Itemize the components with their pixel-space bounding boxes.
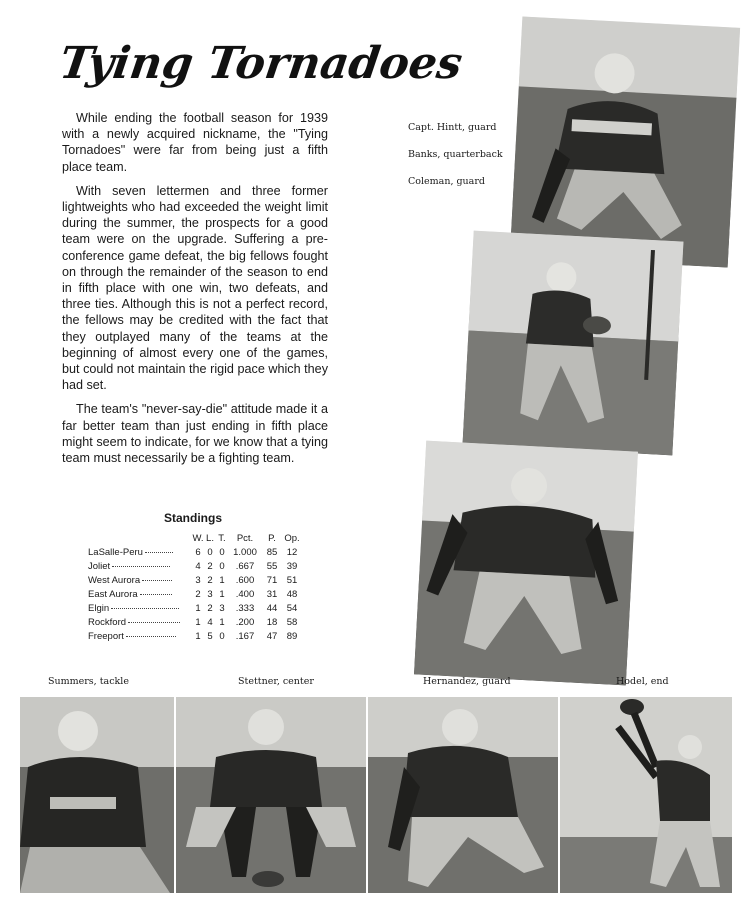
leader-dots: [145, 552, 173, 553]
player-photo-hernandez: [368, 697, 558, 893]
losses: 4: [207, 616, 213, 628]
player-photo-banks: [463, 231, 684, 456]
player-figure-icon: [20, 697, 174, 893]
opponent-points: 12: [286, 546, 298, 558]
table-row: [88, 559, 302, 573]
player-figure-icon: [560, 697, 732, 893]
wins: 1: [195, 630, 201, 642]
points: 55: [266, 560, 278, 572]
caption-banks: Banks, quarterback: [408, 149, 503, 160]
player-figure-icon: [510, 16, 740, 267]
caption-hintt: Capt. Hintt, guard: [408, 122, 497, 133]
header-wins: W.: [192, 532, 204, 544]
pct: 1.000: [233, 546, 257, 558]
points: 71: [266, 574, 278, 586]
player-photo-hintt: [510, 16, 740, 267]
paragraph-2: With seven lettermen and three former lightweights who had exceeded the weight limit during the summer, the prospects for a good team were on the upgrade. Suffering a pre-conference game defeat, the big fellows fought on through the remainder of the season to end in fifth place with one win, two defeats, and three ties. Although this is not a perfect record, the fellows may be credited with the fact that they outplayed many of the teams at the beginning of almost every one of the games, but could not maintain the rigid pace which they had set.: [62, 183, 328, 393]
team-name: Joliet: [88, 560, 111, 572]
standings-grid: [88, 531, 302, 643]
losses: 0: [207, 546, 213, 558]
header-opponent-points: Op.: [284, 532, 300, 544]
leader-dots: [112, 566, 170, 567]
pct: .600: [235, 574, 255, 586]
ties: 1: [219, 616, 225, 628]
leader-dots: [128, 622, 180, 623]
leader-dots: [142, 580, 172, 581]
team-name: LaSalle-Peru: [88, 546, 143, 558]
player-photo-hodel: [560, 697, 732, 893]
points: 31: [266, 588, 278, 600]
ties: 0: [219, 560, 225, 572]
wins: 1: [195, 602, 201, 614]
pct: .333: [235, 602, 255, 614]
table-row: [88, 629, 302, 643]
pct: .400: [235, 588, 255, 600]
standings-title: Standings: [164, 511, 223, 525]
losses: 2: [207, 560, 213, 572]
table-row: [88, 587, 302, 601]
leader-dots: [111, 608, 179, 609]
table-row: [88, 615, 302, 629]
table-row: [88, 545, 302, 559]
opponent-points: 58: [286, 616, 298, 628]
ties: 1: [219, 588, 225, 600]
pct: .667: [235, 560, 255, 572]
points: 85: [266, 546, 278, 558]
header-team: [88, 531, 192, 545]
table-row: [88, 573, 302, 587]
opponent-points: 39: [286, 560, 298, 572]
points: 18: [266, 616, 278, 628]
header-pct: Pct.: [236, 532, 254, 544]
ties: 0: [219, 546, 225, 558]
pct: .167: [235, 630, 255, 642]
header-points: P.: [268, 532, 276, 544]
opponent-points: 89: [286, 630, 298, 642]
header-losses: L.: [206, 532, 214, 544]
team-name: Elgin: [88, 602, 110, 614]
opponent-points: 51: [286, 574, 298, 586]
paragraph-1: While ending the football season for 1939 with a newly acquired nickname, the "Tying Tornadoes" were far from being just a fifth place team.: [62, 111, 328, 174]
opponent-points: 54: [286, 602, 298, 614]
points: 47: [266, 630, 278, 642]
article-body: [62, 110, 328, 474]
losses: 2: [207, 602, 213, 614]
player-figure-icon: [414, 441, 638, 686]
team-name: East Aurora: [88, 588, 138, 600]
wins: 3: [195, 574, 201, 586]
table-row: [88, 601, 302, 615]
header-ties: T.: [218, 532, 226, 544]
ties: 3: [219, 602, 225, 614]
caption-stettner: Stettner, center: [238, 676, 314, 687]
wins: 4: [195, 560, 201, 572]
wins: 6: [195, 546, 201, 558]
standings-header-row: [88, 531, 302, 545]
leader-dots: [126, 636, 176, 637]
team-name: Freeport: [88, 630, 124, 642]
pct: .200: [235, 616, 255, 628]
ties: 1: [219, 574, 225, 586]
team-name: West Aurora: [88, 574, 141, 586]
opponent-points: 48: [286, 588, 298, 600]
caption-hodel: Hodel, end: [616, 676, 669, 687]
player-photo-summers: [20, 697, 174, 893]
paragraph-3: The team's "never-say-die" attitude made it a far better team than just ending in fifth place might seem to indicate, for we know that a tying team must necessarily be a fighting team.: [62, 402, 328, 466]
losses: 2: [207, 574, 213, 586]
ties: 0: [219, 630, 225, 642]
leader-dots: [140, 594, 172, 595]
losses: 3: [207, 588, 213, 600]
caption-hernandez: Hernandez, guard: [423, 676, 511, 687]
wins: 1: [195, 616, 201, 628]
team-name: Rockford: [88, 616, 127, 628]
caption-summers: Summers, tackle: [48, 676, 129, 687]
player-photo-coleman: [414, 441, 638, 686]
player-figure-icon: [368, 697, 558, 893]
player-photo-stettner: [176, 697, 366, 893]
page-title: Tying Tornadoes: [56, 38, 466, 89]
player-figure-icon: [463, 231, 684, 456]
player-figure-icon: [176, 697, 366, 893]
losses: 5: [207, 630, 213, 642]
caption-coleman: Coleman, guard: [408, 176, 485, 187]
points: 44: [266, 602, 278, 614]
wins: 2: [195, 588, 201, 600]
